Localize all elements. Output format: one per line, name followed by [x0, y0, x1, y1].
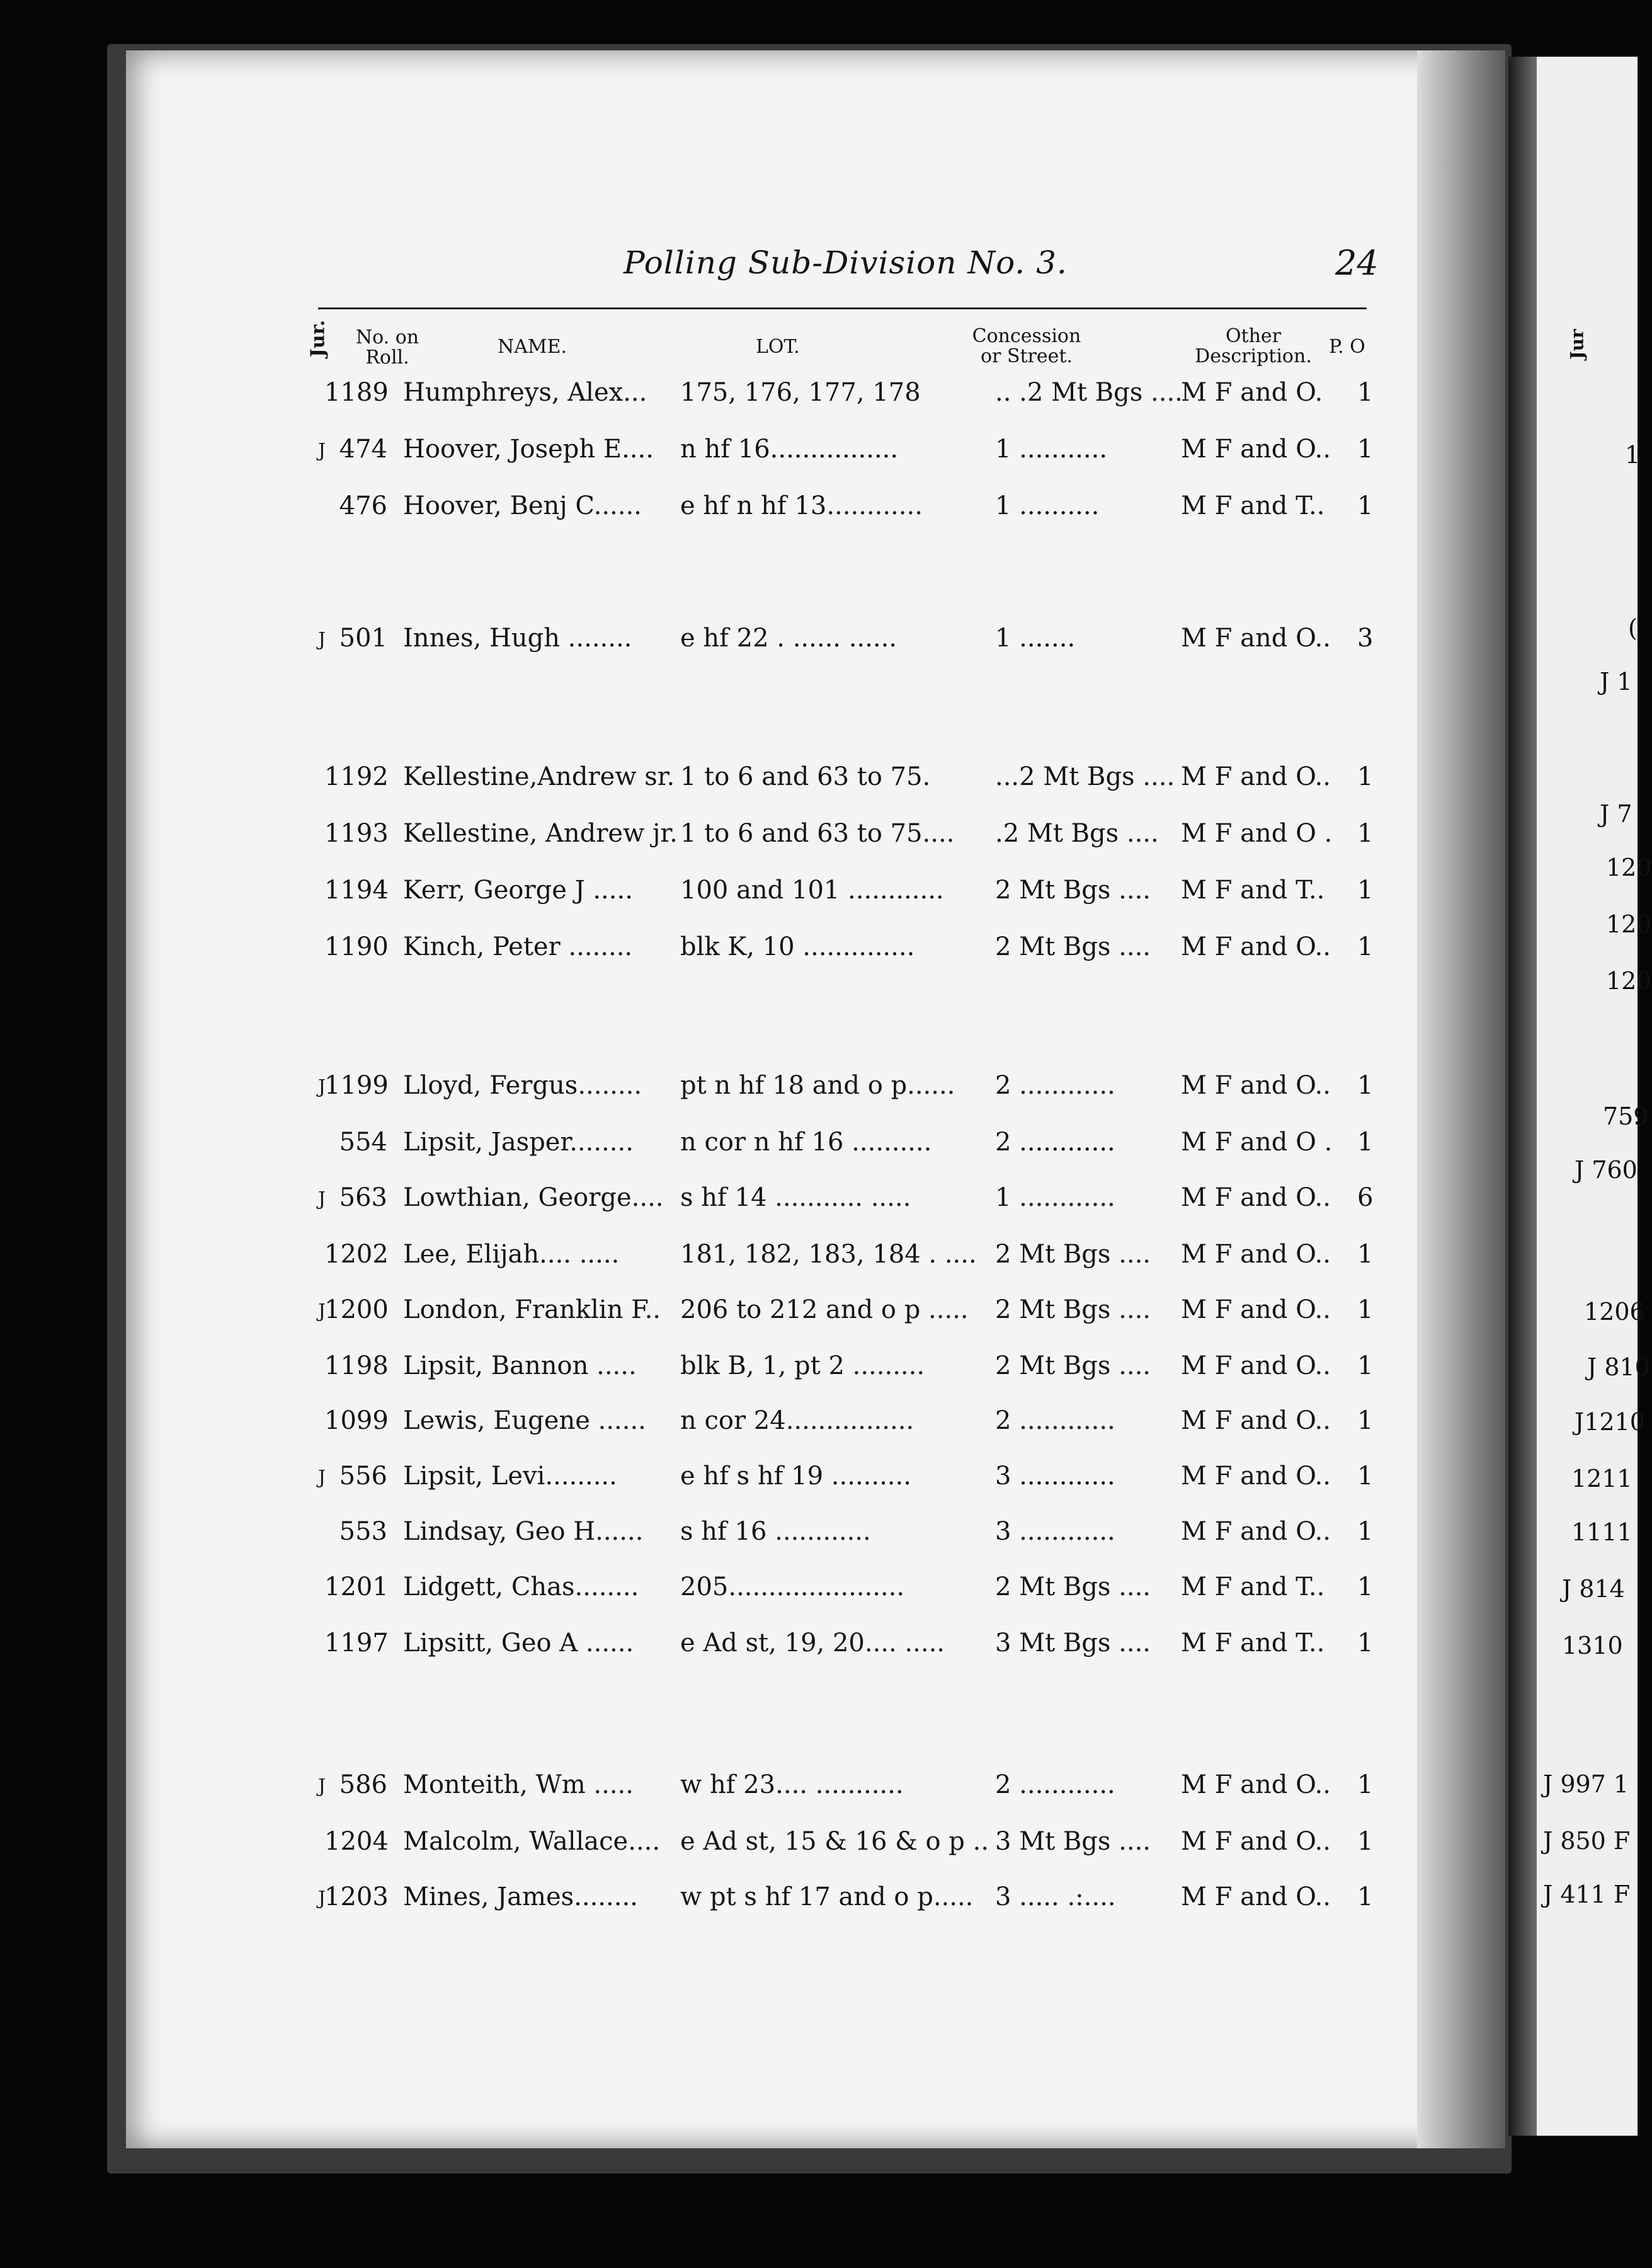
- header-jur: Jur.: [307, 319, 329, 358]
- cell-name: Lipsitt, Geo A ......: [403, 1629, 634, 1658]
- cell-po: 1: [1357, 1351, 1374, 1380]
- register-row: [0, 1183, 1635, 1221]
- cell-jur: J: [318, 1467, 326, 1489]
- cell-desc: M F and O..: [1181, 1462, 1331, 1491]
- cell-desc: M F and O .: [1181, 1128, 1333, 1157]
- cell-desc: M F and O..: [1181, 1071, 1331, 1100]
- cell-roll: 554: [339, 1128, 387, 1157]
- next-page-fragment: J1210: [1575, 1408, 1645, 1436]
- cell-name: Innes, Hugh ........: [403, 624, 632, 653]
- cell-name: Hoover, Joseph E....: [403, 435, 654, 464]
- cell-name: Lewis, Eugene ......: [403, 1406, 646, 1435]
- cell-name: Lidgett, Chas........: [403, 1572, 639, 1601]
- cell-lot: 1 to 6 and 63 to 75....: [680, 819, 955, 848]
- cell-name: Lipsit, Levi.........: [403, 1462, 617, 1491]
- register-row: [0, 1351, 1635, 1389]
- cell-lot: n hf 16................: [680, 435, 899, 464]
- cell-desc: M F and O..: [1181, 1351, 1331, 1380]
- cell-po: 1: [1357, 378, 1374, 407]
- cell-po: 6: [1357, 1183, 1374, 1212]
- cell-con: 2 Mt Bgs ....: [995, 1351, 1151, 1380]
- cell-lot: s hf 16 ............: [680, 1517, 871, 1546]
- cell-name: Lipsit, Bannon .....: [403, 1351, 637, 1380]
- cell-po: 1: [1357, 1827, 1374, 1856]
- cell-jur: J: [318, 1300, 326, 1322]
- cell-roll: 1192: [324, 762, 389, 791]
- cell-desc: M F and O..: [1181, 932, 1331, 961]
- cell-desc: M F and T..: [1181, 491, 1325, 520]
- cell-con: 3 Mt Bgs ....: [995, 1827, 1151, 1856]
- header-concession: Concession or Street.: [972, 325, 1081, 367]
- cell-desc: M F and O..: [1181, 762, 1331, 791]
- cell-roll: 501: [339, 624, 387, 653]
- cell-po: 1: [1357, 491, 1374, 520]
- cell-con: 2 Mt Bgs ....: [995, 876, 1151, 905]
- cell-desc: M F and O .: [1181, 819, 1333, 848]
- cell-name: Kellestine, Andrew jr.: [403, 819, 678, 848]
- next-page-fragment: 1211: [1571, 1465, 1632, 1492]
- cell-jur: J: [318, 1887, 326, 1910]
- next-page-fragment: J 7: [1600, 800, 1632, 828]
- cell-po: 1: [1357, 1629, 1374, 1658]
- register-row: [0, 1882, 1635, 1920]
- cell-lot: 205......................: [680, 1572, 905, 1601]
- cell-lot: e hf s hf 19 ..........: [680, 1462, 911, 1491]
- cell-con: 2 ............: [995, 1128, 1115, 1157]
- cell-desc: M F and O..: [1181, 435, 1331, 464]
- cell-desc: M F and O..: [1181, 1406, 1331, 1435]
- cell-lot: blk B, 1, pt 2 .........: [680, 1351, 925, 1380]
- cell-con: 3 ..... .:....: [995, 1882, 1116, 1911]
- running-head: Polling Sub-Division No. 3.: [624, 244, 1068, 281]
- cell-lot: blk K, 10 ..............: [680, 932, 915, 961]
- cell-lot: w hf 23.... ...........: [680, 1770, 904, 1799]
- cell-po: 1: [1357, 1462, 1374, 1491]
- cell-roll: 474: [339, 435, 387, 464]
- cell-con: 1 .......: [995, 624, 1076, 653]
- cell-lot: e hf 22 . ...... ......: [680, 624, 897, 653]
- cell-con: 2 Mt Bgs ....: [995, 932, 1151, 961]
- register-row: [0, 932, 1635, 970]
- next-page-fragment: Jur: [1566, 329, 1588, 360]
- register-row: [0, 1827, 1635, 1865]
- page-number: 24: [1335, 243, 1379, 283]
- cell-desc: M F and T..: [1181, 876, 1325, 905]
- cell-jur: J: [318, 629, 326, 651]
- cell-lot: s hf 14 ........... .....: [680, 1183, 911, 1212]
- register-row: [0, 1406, 1635, 1444]
- cell-con: 2 ............: [995, 1770, 1115, 1799]
- cell-desc: M F and O..: [1181, 1517, 1331, 1546]
- cell-name: Kellestine,Andrew sr.: [403, 762, 675, 791]
- cell-roll: 1194: [324, 876, 389, 905]
- next-page-fragment: J 814: [1562, 1575, 1625, 1603]
- next-page-fragment: J 411 F: [1543, 1881, 1631, 1908]
- register-row: [0, 491, 1635, 529]
- cell-roll: 1099: [324, 1406, 389, 1435]
- cell-roll: 553: [339, 1517, 387, 1546]
- cell-con: ...2 Mt Bgs ....: [995, 762, 1175, 791]
- register-row: [0, 876, 1635, 914]
- cell-lot: w pt s hf 17 and o p.....: [680, 1882, 974, 1911]
- cell-desc: M F and O..: [1181, 1770, 1331, 1799]
- cell-name: London, Franklin F..: [403, 1295, 661, 1324]
- cell-po: 1: [1357, 1406, 1374, 1435]
- cell-lot: n cor n hf 16 ..........: [680, 1128, 932, 1157]
- cell-jur: J: [318, 1076, 326, 1098]
- cell-roll: 476: [339, 491, 387, 520]
- cell-roll: 1203: [324, 1882, 389, 1911]
- header-description: Other Description.: [1195, 325, 1312, 367]
- cell-jur: J: [318, 440, 326, 462]
- cell-lot: 100 and 101 ............: [680, 876, 944, 905]
- next-page-fragment: 759: [1603, 1102, 1649, 1130]
- register-row: [0, 1462, 1635, 1499]
- cell-con: 3 Mt Bgs ....: [995, 1629, 1151, 1658]
- cell-lot: n cor 24................: [680, 1406, 914, 1435]
- cell-po: 1: [1357, 1517, 1374, 1546]
- header-po: P. O: [1329, 336, 1365, 358]
- cell-desc: M F and O..: [1181, 1183, 1331, 1212]
- cell-name: Lindsay, Geo H......: [403, 1517, 644, 1546]
- cell-con: 1 ...........: [995, 435, 1108, 464]
- cell-desc: M F and O..: [1181, 1827, 1331, 1856]
- cell-roll: 556: [339, 1462, 387, 1491]
- cell-roll: 586: [339, 1770, 387, 1799]
- cell-con: .2 Mt Bgs ....: [995, 819, 1159, 848]
- cell-con: 2 ............: [995, 1406, 1115, 1435]
- header-lot: LOT.: [756, 336, 800, 358]
- cell-roll: 1202: [324, 1240, 389, 1269]
- cell-name: Kerr, George J .....: [403, 876, 633, 905]
- cell-name: Lloyd, Fergus........: [403, 1071, 642, 1100]
- cell-po: 1: [1357, 1882, 1374, 1911]
- cell-po: 1: [1357, 1128, 1374, 1157]
- next-page-fragment: 120: [1606, 910, 1652, 938]
- cell-name: Malcolm, Wallace....: [403, 1827, 661, 1856]
- next-page-fragment: J 810: [1587, 1353, 1650, 1381]
- cell-po: 1: [1357, 1770, 1374, 1799]
- next-page-fragment: 120: [1606, 967, 1652, 995]
- cell-desc: M F and O..: [1181, 1882, 1331, 1911]
- cell-con: 3 ............: [995, 1517, 1115, 1546]
- cell-po: 1: [1357, 1572, 1374, 1601]
- cell-name: Lee, Elijah.... .....: [403, 1240, 620, 1269]
- cell-roll: 563: [339, 1183, 387, 1212]
- next-page-fragment: 1: [1625, 441, 1641, 469]
- cell-roll: 1204: [324, 1827, 389, 1856]
- cell-con: 2 ............: [995, 1071, 1115, 1100]
- cell-name: Lowthian, George....: [403, 1183, 664, 1212]
- register-row: [0, 1629, 1635, 1666]
- cell-roll: 1200: [324, 1295, 389, 1324]
- next-page-fragment: 1206: [1584, 1298, 1645, 1326]
- cell-con: 2 Mt Bgs ....: [995, 1295, 1151, 1324]
- register-row: [0, 378, 1635, 416]
- cell-po: 1: [1357, 1295, 1374, 1324]
- next-page-fragment: J 850 F: [1543, 1827, 1631, 1855]
- cell-name: Humphreys, Alex...: [403, 378, 647, 407]
- cell-roll: 1193: [324, 819, 389, 848]
- cell-con: 2 Mt Bgs ....: [995, 1240, 1151, 1269]
- cell-roll: 1197: [324, 1629, 389, 1658]
- cell-roll: 1189: [324, 378, 389, 407]
- cell-po: 3: [1357, 624, 1374, 653]
- next-page-fragment: 1310: [1562, 1632, 1623, 1659]
- cell-roll: 1190: [324, 932, 389, 961]
- register-row: [0, 1071, 1635, 1109]
- cell-po: 1: [1357, 435, 1374, 464]
- cell-lot: 181, 182, 183, 184 . ....: [680, 1240, 977, 1269]
- next-page-fragment: 1111: [1571, 1518, 1632, 1546]
- register-row: [0, 1517, 1635, 1555]
- next-page-fragment: (: [1628, 614, 1638, 642]
- cell-po: 1: [1357, 932, 1374, 961]
- cell-name: Kinch, Peter ........: [403, 932, 633, 961]
- cell-name: Hoover, Benj C......: [403, 491, 642, 520]
- cell-desc: M F and T..: [1181, 1572, 1325, 1601]
- cell-desc: M F and O..: [1181, 1240, 1331, 1269]
- register-row: [0, 435, 1635, 472]
- cell-jur: J: [318, 1775, 326, 1797]
- cell-lot: e Ad st, 19, 20.... .....: [680, 1629, 945, 1658]
- cell-lot: 206 to 212 and o p .....: [680, 1295, 969, 1324]
- cell-lot: pt n hf 18 and o p......: [680, 1071, 955, 1100]
- cell-po: 1: [1357, 876, 1374, 905]
- register-row: [0, 1295, 1635, 1333]
- register-row: [0, 1770, 1635, 1808]
- cell-name: Monteith, Wm .....: [403, 1770, 634, 1799]
- header-name: NAME.: [498, 336, 567, 358]
- cell-jur: J: [318, 1188, 326, 1210]
- cell-desc: M F and O..: [1181, 1295, 1331, 1324]
- cell-con: 2 Mt Bgs ....: [995, 1572, 1151, 1601]
- next-page-fragment: J 760: [1575, 1156, 1638, 1184]
- cell-lot: e hf n hf 13............: [680, 491, 923, 520]
- cell-po: 1: [1357, 762, 1374, 791]
- register-row: [0, 762, 1635, 800]
- cell-roll: 1199: [324, 1071, 389, 1100]
- next-page-fragment: J 1: [1600, 668, 1632, 696]
- cell-po: 1: [1357, 1240, 1374, 1269]
- cell-con: 1 ............: [995, 1183, 1115, 1212]
- next-page-fragment: 120: [1606, 854, 1652, 881]
- cell-con: 1 ..........: [995, 491, 1100, 520]
- register-row: [0, 624, 1635, 662]
- cell-lot: 1 to 6 and 63 to 75.: [680, 762, 931, 791]
- cell-name: Lipsit, Jasper........: [403, 1128, 634, 1157]
- cell-po: 1: [1357, 819, 1374, 848]
- cell-desc: M F and T..: [1181, 1629, 1325, 1658]
- cell-roll: 1198: [324, 1351, 389, 1380]
- cell-desc: M F and O.: [1181, 378, 1323, 407]
- cell-desc: M F and O..: [1181, 624, 1331, 653]
- register-row: [0, 1572, 1635, 1610]
- next-page-fragment: J 997 1: [1543, 1770, 1629, 1798]
- cell-name: Mines, James........: [403, 1882, 638, 1911]
- header-roll: No. on Roll.: [355, 326, 419, 369]
- cell-roll: 1201: [324, 1572, 389, 1601]
- cell-lot: 175, 176, 177, 178: [680, 378, 921, 407]
- cell-po: 1: [1357, 1071, 1374, 1100]
- register-row: [0, 1240, 1635, 1278]
- cell-con: 3 ............: [995, 1462, 1115, 1491]
- register-row: [0, 819, 1635, 857]
- cell-con: .. .2 Mt Bgs ....: [995, 378, 1183, 407]
- cell-lot: e Ad st, 15 & 16 & o p ..: [680, 1827, 989, 1856]
- register-row: [0, 1128, 1635, 1166]
